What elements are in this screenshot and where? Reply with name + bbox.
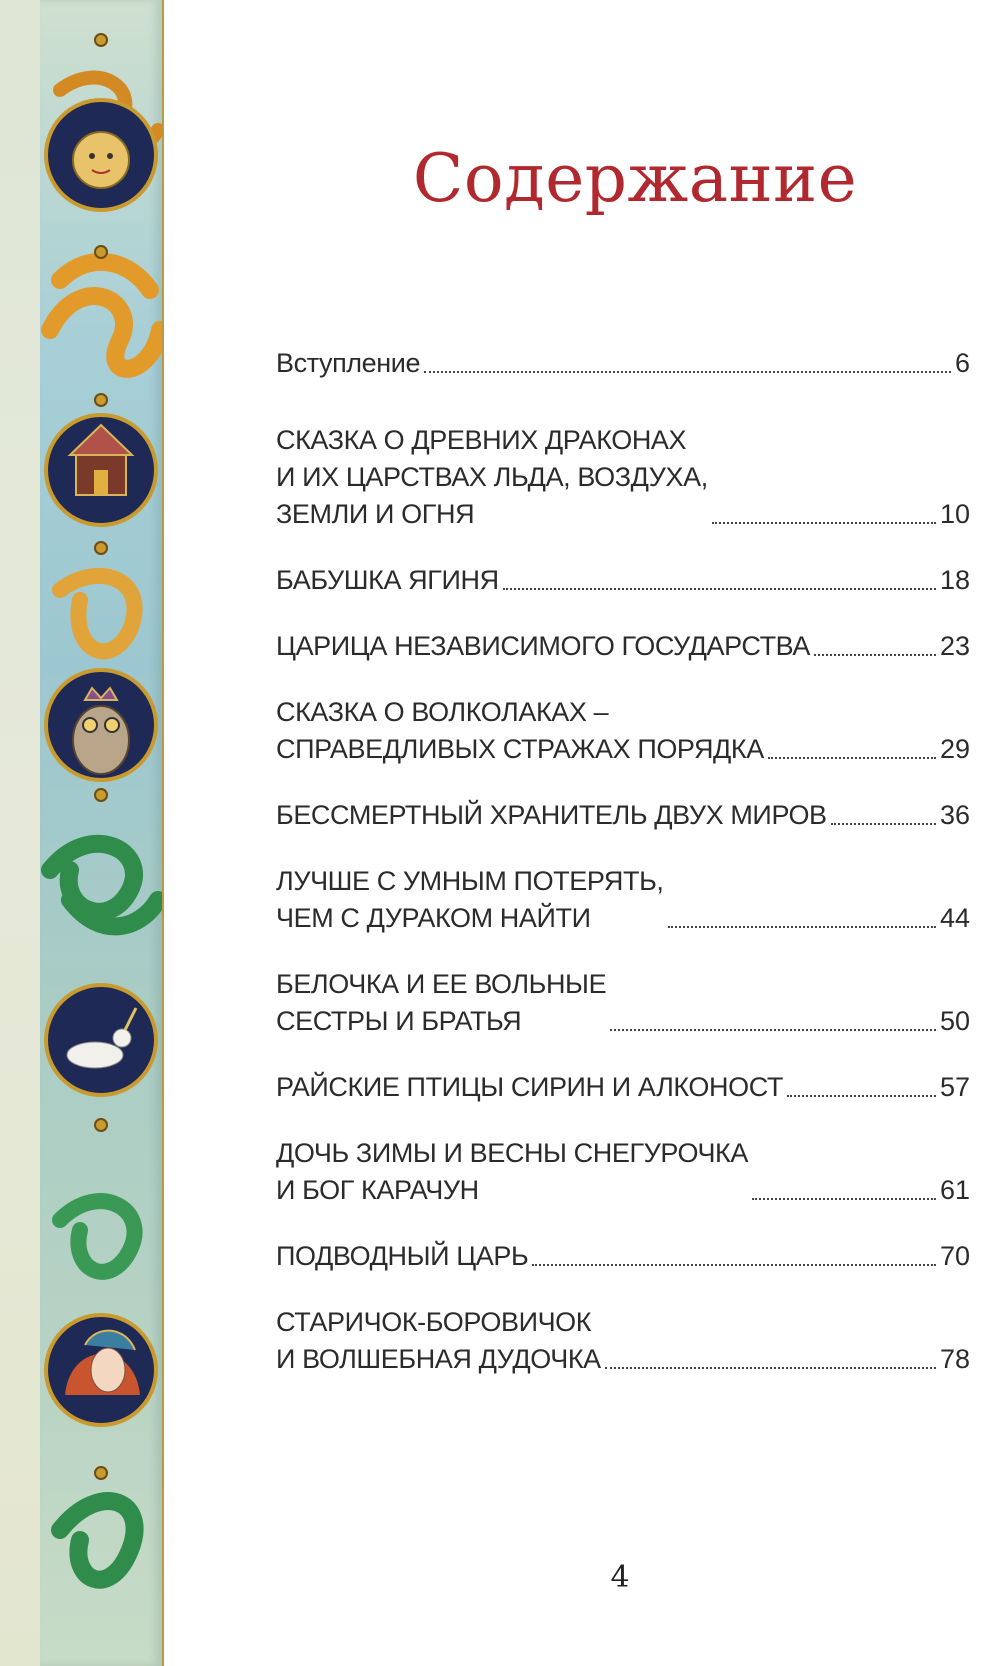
dot-leader [424,371,951,373]
toc-entry-page: 23 [939,631,970,661]
toc-entry-title-line: СТАРИЧОК-БОРОВИЧОК [276,1307,592,1337]
toc-entry-title-line: ПОДВОДНЫЙ ЦАРЬ [276,1241,529,1271]
gold-dot-icon [95,789,107,801]
dot-leader [787,1095,936,1097]
toc-entry-title-line: БЕЛОЧКА И ЕЕ ВОЛЬНЫЕ [276,969,607,999]
toc-entry[interactable] [276,863,970,937]
toc-entry-title-line: Вступление [276,348,421,378]
toc-entry[interactable] [276,1238,970,1275]
toc-entry-title [276,694,764,768]
gold-dot-icon [95,394,107,406]
toc-entry-page: 61 [939,1175,970,1205]
dragon-icon [60,1501,135,1580]
toc-entry-title [276,628,810,665]
toc-entry-title [276,966,606,1040]
toc-entry-title [276,1304,601,1378]
dot-leader [668,926,936,928]
toc-entry[interactable] [276,422,970,533]
owl-with-crown-icon [46,670,156,780]
toc-entry-title-line: СЕСТРЫ И БРАТЬЯ [276,1006,522,1036]
dragon-icon [50,262,160,369]
toc-entry[interactable] [276,1069,970,1106]
gold-dot-icon [95,246,107,258]
toc-entry-title [276,797,827,834]
gold-dot-icon [95,1119,107,1131]
toc-entry[interactable] [276,345,970,382]
dot-leader [831,823,936,825]
sun-moon-face-icon [46,100,156,210]
toc-entry-title [276,562,499,599]
unicorn-icon [46,985,156,1095]
toc-entry-title-line: И БОГ КАРАЧУН [276,1175,479,1205]
toc-entry-title-line: РАЙСКИЕ ПТИЦЫ СИРИН И АЛКОНОСТ [276,1072,784,1102]
gold-dot-icon [95,542,107,554]
dot-leader [605,1367,936,1369]
toc-entry-page: 18 [939,565,970,595]
table-of-contents [276,345,970,1378]
toc-entry[interactable] [276,797,970,834]
toc-entry[interactable] [276,694,970,768]
toc-entry[interactable] [276,966,970,1040]
gold-dot-icon [95,34,107,46]
toc-entry-title-line: СКАЗКА О ВОЛКОЛАКАХ – [276,697,609,727]
dragon-icon [50,844,158,927]
page-edge [0,0,40,1666]
toc-entry-title-line: ЛУЧШЕ С УМНЫМ ПОТЕРЯТЬ, [276,866,664,896]
page-title: Содержание [412,140,858,217]
decorative-border [40,0,164,1666]
border-ornament [40,0,162,1666]
toc-entry[interactable] [276,562,970,599]
toc-entry[interactable] [276,1135,970,1209]
toc-entry[interactable] [276,1304,970,1378]
maiden-portrait-icon [46,1315,156,1425]
dot-leader [752,1198,936,1200]
dot-leader [532,1264,936,1266]
toc-entry-page: 50 [939,1006,970,1036]
dot-leader [712,522,936,524]
toc-entry-title [276,863,664,937]
page-number: 4 [610,1560,630,1595]
toc-entry-page: 36 [939,800,970,830]
toc-entry-title-line: СКАЗКА О ДРЕВНИХ ДРАКОНАХ [276,425,687,455]
dot-leader [814,654,936,656]
dot-leader [768,757,936,759]
toc-entry-title-line: И ИХ ЦАРСТВАХ ЛЬДА, ВОЗДУХА, [276,462,708,492]
toc-entry-page: 57 [939,1072,970,1102]
toc-entry-page: 78 [939,1344,970,1374]
toc-entry-title-line: ЗЕМЛИ И ОГНЯ [276,499,475,529]
toc-entry-title-line: ЦАРИЦА НЕЗАВИСИМОГО ГОСУДАРСТВА [276,631,810,661]
toc-entry-title [276,1135,748,1209]
toc-entry-title-line: БАБУШКА ЯГИНЯ [276,565,499,595]
toc-entry-title-line: И ВОЛШЕБНАЯ ДУДОЧКА [276,1344,601,1374]
dragon-icon [60,1201,135,1272]
dot-leader [610,1029,936,1031]
toc-entry-title-line: СПРАВЕДЛИВЫХ СТРАЖАХ ПОРЯДКА [276,734,764,764]
toc-entry-title-line: ДОЧЬ ЗИМЫ И ВЕСНЫ СНЕГУРОЧКА [276,1138,748,1168]
toc-entry[interactable] [276,628,970,665]
toc-entry-title-line: БЕССМЕРТНЫЙ ХРАНИТЕЛЬ ДВУХ МИРОВ [276,800,827,830]
toc-entry-title [276,1069,783,1106]
toc-entry-title [276,1238,528,1275]
toc-entry-page: 44 [939,903,970,933]
dragon-icon [60,576,135,651]
gold-dot-icon [95,1467,107,1479]
toc-entry-page: 10 [939,499,970,529]
dot-leader [503,588,936,590]
toc-entry-page: 6 [954,348,970,378]
toc-entry-title-line: ЧЕМ С ДУРАКОМ НАЙТИ [276,903,591,933]
tower-house-icon [46,415,156,525]
toc-entry-title [276,345,420,382]
toc-entry-page: 70 [939,1241,970,1271]
toc-entry-title [276,422,708,533]
toc-entry-page: 29 [939,734,970,764]
